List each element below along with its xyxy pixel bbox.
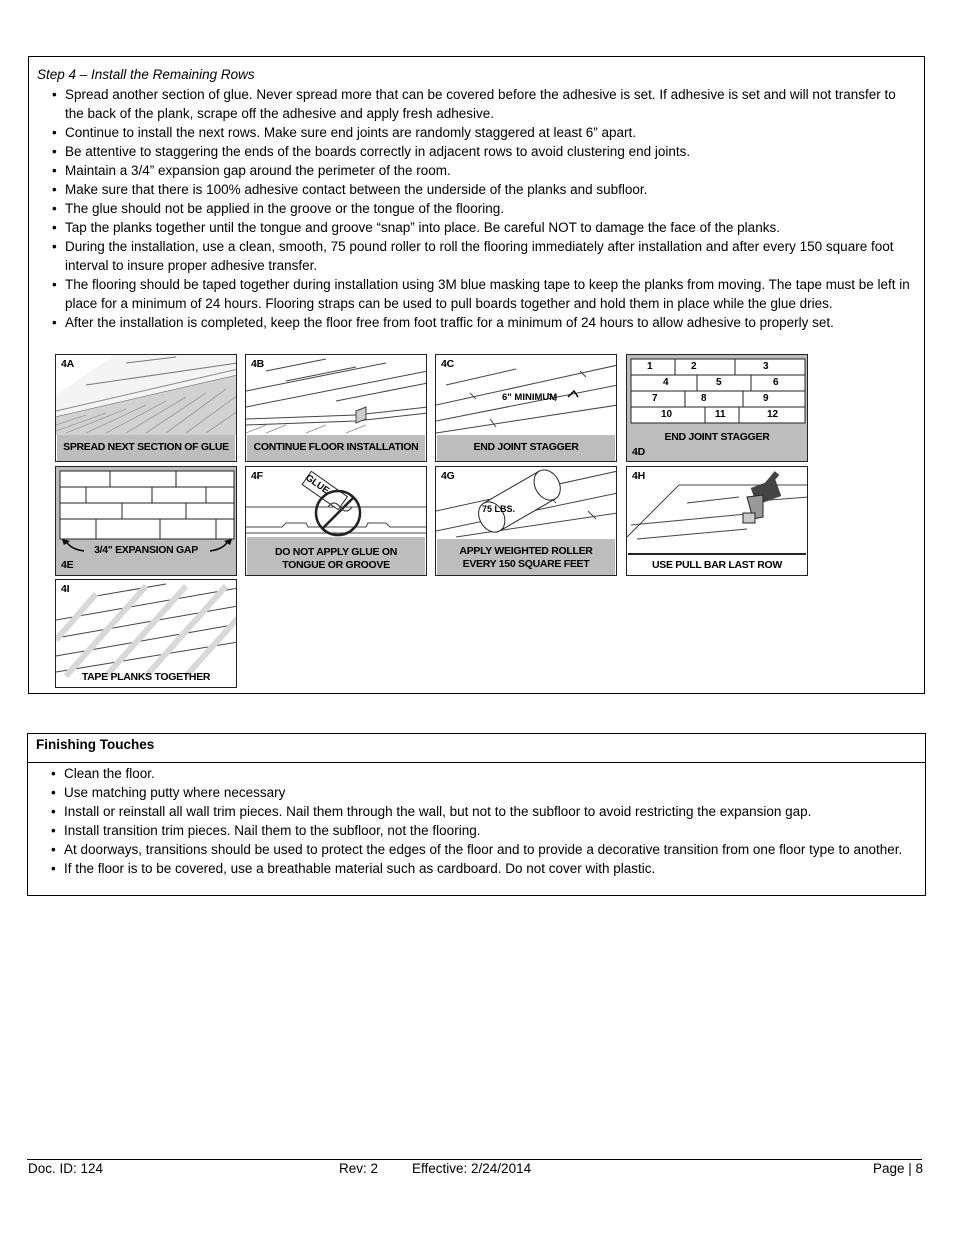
list-item: • Install transition trim pieces. Nail them to the subfloor, not the flooring. (36, 821, 916, 840)
list-item: • Clean the floor. (36, 764, 916, 783)
figure-4a (55, 354, 237, 462)
figure-caption-line1: DO NOT APPLY GLUE ON (275, 546, 397, 558)
list-item: • Spread another section of glue. Never spread more that can be covered before the adhesive is set. If adhesive is set and will not transfer to the back of the plank, scrape off the adhesive and apply fresh adhesive. (37, 85, 915, 123)
list-item: • During the installation, use a clean, smooth, 75 pound roller to roll the flooring immediately after installation and after every 150 square foot interval to insure proper adhesive transfer. (37, 237, 915, 275)
list-item: • If the floor is to be covered, use a breathable material such as cardboard. Do not cover with plastic. (36, 859, 916, 878)
section-header (28, 734, 925, 763)
grid-number: 6 (773, 377, 779, 388)
grid-number: 7 (652, 393, 658, 404)
figure-id: 4G (441, 470, 455, 482)
page-number: Page | 8 (873, 1161, 924, 1176)
figure-caption: TAPE PLANKS TOGETHER (81, 671, 211, 683)
figure-caption: CONTINUE FLOOR INSTALLATION (253, 441, 419, 453)
finishing-bullet-list (36, 764, 916, 878)
figure-4e (55, 466, 237, 576)
grid-number: 12 (767, 409, 779, 420)
figure-caption-line2: TONGUE OR GROOVE (282, 559, 390, 571)
list-item: • Install or reinstall all wall trim pieces. Nail them through the wall, but not to the subfloor to avoid restricting the expansion gap. (36, 802, 916, 821)
list-item: • At doorways, transitions should be used to protect the edges of the floor and to provide a decorative transition from one floor type to another. (36, 840, 916, 859)
figure-id: 4E (61, 559, 74, 571)
figure-id: 4D (632, 446, 646, 458)
footer-rule (27, 1159, 922, 1160)
list-item: • Tap the planks together until the tongue and groove “snap” into place. Be careful NOT to damage the face of the planks. (37, 218, 915, 237)
grid-number: 9 (763, 393, 769, 404)
figure-caption: END JOINT STAGGER (473, 441, 579, 453)
figure-caption-line2: EVERY 150 SQUARE FEET (462, 558, 590, 570)
grid-number: 5 (716, 377, 722, 388)
list-item: • After the installation is completed, keep the floor free from foot traffic for a minimum of 24 hours to allow adhesive to properly set. (37, 313, 915, 332)
figure-4i (55, 579, 237, 688)
grid-number: 4 (663, 377, 669, 388)
revision: Rev: 2 (339, 1161, 379, 1176)
figure-caption: END JOINT STAGGER (664, 431, 770, 443)
figure-id: 4H (632, 470, 646, 482)
grid-number: 8 (701, 393, 707, 404)
step4-title: Step 4 – Install the Remaining Rows (37, 67, 255, 82)
grid-number: 3 (763, 361, 769, 372)
list-item: • Use matching putty where necessary (36, 783, 916, 802)
doc-id: Doc. ID: 124 (28, 1161, 104, 1176)
list-item: • Make sure that there is 100% adhesive contact between the underside of the planks and subfloor. (37, 180, 915, 199)
figure-id: 4B (251, 358, 265, 370)
weight-label: 75 LBS. (482, 504, 516, 514)
grid-number: 2 (691, 361, 697, 372)
list-item: • Continue to install the next rows. Make sure end joints are randomly staggered at least 6” apart. (37, 123, 915, 142)
figure-caption-line1: APPLY WEIGHTED ROLLER (459, 545, 593, 557)
figure-id: 4I (61, 583, 70, 595)
minimum-label: 6" MINIMUM (502, 392, 558, 403)
expansion-gap-illustration (56, 467, 237, 576)
figure-id: 4C (441, 358, 455, 370)
figure-4c (435, 354, 617, 462)
figure-id: 4F (251, 470, 263, 482)
list-item: • Be attentive to staggering the ends of the boards correctly in adjacent rows to avoid clustering end joints. (37, 142, 915, 161)
list-item: • The flooring should be taped together during installation using 3M blue masking tape to keep the planks from moving. The tape must be left in place for a minimum of 24 hours. Flooring straps can be used to pull boards together and hold them in place while the glue dries. (37, 275, 915, 313)
glue-label: GLUE (303, 472, 332, 497)
figure-4b (245, 354, 427, 462)
figure-id: 4A (61, 358, 75, 370)
grid-number: 10 (661, 409, 673, 420)
figure-4f (245, 466, 427, 576)
figure-caption: USE PULL BAR LAST ROW (651, 559, 782, 571)
figure-caption: 3/4" EXPANSION GAP (94, 544, 198, 556)
figure-caption: SPREAD NEXT SECTION OF GLUE (63, 441, 229, 453)
grid-number: 1 (647, 361, 653, 372)
finishing-touches-section (27, 733, 926, 896)
figure-4d (626, 354, 808, 462)
section-title: Finishing Touches (36, 737, 155, 752)
list-item: • The glue should not be applied in the groove or the tongue of the flooring. (37, 199, 915, 218)
step4-bullet-list (37, 85, 915, 332)
step4-section (28, 56, 925, 694)
figure-4h (626, 466, 808, 576)
figure-4g (435, 466, 617, 576)
grid-number: 11 (715, 409, 726, 420)
effective-date: Effective: 2/24/2014 (412, 1161, 532, 1176)
list-item: • Maintain a 3/4” expansion gap around the perimeter of the room. (37, 161, 915, 180)
